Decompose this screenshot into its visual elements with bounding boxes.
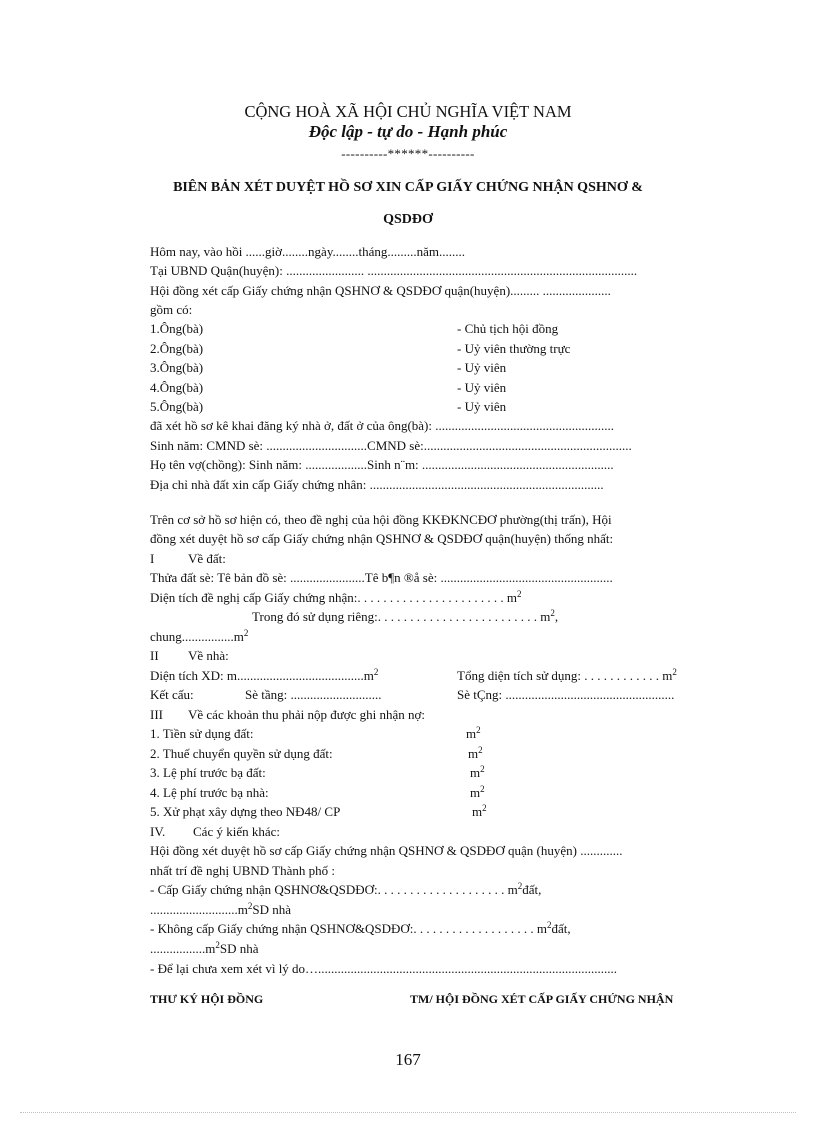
secretary-signature-label: THƯ KÝ HỘI ĐỒNG <box>150 992 264 1006</box>
payment-item-5: 5. Xử phạt xây dựng theo NĐ48/ CP <box>150 804 341 819</box>
member-4-role: - Uỷ viên <box>457 380 507 395</box>
address-line: Địa chỉ nhà đất xin cấp Giấy chứng nhân: ........................................................................ <box>150 477 604 492</box>
parcel-line: Thửa đất sè: Tê bản đồ sè: .......................Tê b¶n ®å sè: ..................................................... <box>150 570 613 585</box>
deny-house-area-line: $.................m^2SD$ nhà <box>150 940 259 956</box>
member-3-name: 3.Ông(bà) <box>150 360 204 375</box>
motto: Độc lập - tự do - Hạnh phúc <box>308 122 508 141</box>
member-5-role: - Uỷ viên <box>457 399 507 414</box>
payment-item-4-unit: $m^2$ <box>470 784 485 800</box>
payment-item-4: 4. Lệ phí trước bạ nhà: <box>150 785 269 800</box>
payments-roman: III <box>150 707 163 722</box>
payment-item-1: 1. Tiền sử dụng đất: <box>150 726 254 741</box>
header-divider: ----------******---------- <box>341 146 475 161</box>
country-heading: CỘNG HOÀ XÃ HỘI CHỦ NGHĨA VIỆT NAM <box>244 102 572 121</box>
birth-id-line: Sinh năm: CMND sè: ...............................CMND sè:................................................................ <box>150 438 632 453</box>
total-floor-area: Tổng diện tích sử dụng: . . . . . . . . . . . . $m^2$ <box>457 667 677 683</box>
structure-label: Kết cấu: <box>150 687 194 702</box>
floors-field: Sè tầng: ............................ <box>245 687 382 702</box>
member-4-name: 4.Ông(bà) <box>150 380 204 395</box>
document-title-line1: BIÊN BẢN XÉT DUYỆT HỒ SƠ XIN CẤP GIẤY CHỨNG NHẬN QSHNƠ & <box>173 180 643 195</box>
private-use-line: Trong đó sử dụng riêng:. . . . . . . . . . . . . . . . . . . . . . . . . $m^2$, <box>252 608 559 624</box>
members-intro: gồm có: <box>150 302 193 317</box>
deny-certificate-line: - Không cấp Giấy chứng nhận QSHNƠ&QSDĐƠ:. . . . . . . . . . . . . . . . . . . $m^2đất$, <box>150 920 571 936</box>
spouse-line: Họ tên vợ(chồng): Sinh năm: ...................Sinh n¨m: ........................................................... <box>150 457 614 472</box>
grant-certificate-line: - Cấp Giấy chứng nhận QSHNƠ&QSDĐƠ:. . . . . . . . . . . . . . . . . . . . $m^2đất$, <box>150 881 542 897</box>
land-roman: I <box>150 551 155 566</box>
opinions-heading: Các ý kiến khác: <box>193 824 280 839</box>
council-opinion-line: Hội đồng xét duyệt hồ sơ cấp Giấy chứng nhận QSHNƠ & QSDĐƠ quận (huyện) ............. <box>150 843 623 858</box>
member-1-name: 1.Ông(bà) <box>150 321 204 336</box>
council-line: Hội đồng xét cấp Giấy chứng nhận QSHNƠ & QSDĐƠ quận(huyện)......... ..................... <box>150 283 611 298</box>
payments-heading: Về các khoản thu phải nộp được ghi nhận nợ: <box>188 707 426 722</box>
council-signature-label: TM/ HỘI ĐỒNG XÉT CẤP GIẤY CHỨNG NHẬN <box>410 992 674 1006</box>
shared-use-line: $chung................m^2$ <box>150 628 249 644</box>
opinions-roman: IV. <box>150 824 166 839</box>
member-1-role: - Chủ tịch hội đồng <box>457 321 559 336</box>
building-area: Diện tích XD: $m.......................................m^2$ <box>150 667 379 683</box>
payment-item-1-unit: $m^2$ <box>466 725 481 741</box>
payment-item-3: 3. Lệ phí trước bạ đất: <box>150 765 266 780</box>
house-roman: II <box>150 648 159 663</box>
member-5-name: 5.Ông(bà) <box>150 399 204 414</box>
meeting-place-line: Tại UBND Quận(huyện): ........................ ................................................................................... <box>150 263 638 278</box>
payment-item-2-unit: $m^2$ <box>468 745 483 761</box>
member-3-role: - Uỷ viên <box>457 360 507 375</box>
basis-line-1: Trên cơ sở hồ sơ hiện có, theo đề nghị của hội đồng KKĐKNCĐƠ phường(thị trấn), Hội <box>150 512 612 527</box>
land-heading: Về đất: <box>188 551 226 566</box>
payment-item-5-unit: $m^2$ <box>472 803 487 819</box>
meeting-time-line: Hôm nay, vào hồi ......giờ........ngày........tháng.........năm........ <box>150 244 465 259</box>
grant-house-area-line: $...........................m^2SD$ nhà <box>150 901 292 917</box>
house-heading: Về nhà: <box>188 648 229 663</box>
basis-line-2: đồng xét duyệt hồ sơ cấp Giấy chứng nhận QSHNƠ & QSDĐƠ quận(huyện) thống nhất: <box>150 531 614 546</box>
proposed-area-line: Diện tích đề nghị cấp Giấy chứng nhận:. . . . . . . . . . . . . . . . . . . . . . . $m^2$ <box>150 589 522 605</box>
document-title-line2: QSDĐƠ <box>383 212 433 227</box>
payment-item-2: 2. Thuế chuyển quyền sử dụng đất: <box>150 746 333 761</box>
applicant-line: đã xét hồ sơ kê khai đăng ký nhà ở, đất ở của ông(bà): ....................................................... <box>150 418 614 433</box>
floors-field-2: Sè tÇng: .................................................... <box>457 687 675 702</box>
proposal-line: nhất trí đề nghị UBND Thành phố : <box>150 863 335 878</box>
member-2-role: - Uỷ viên thường trực <box>457 341 571 356</box>
page-number: 167 <box>395 1050 421 1069</box>
page-bottom-edge <box>20 1112 796 1113</box>
member-2-name: 2.Ông(bà) <box>150 341 204 356</box>
deferred-line: - Để lại chưa xem xét vì lý do…............................................................................................ <box>150 961 618 976</box>
payment-item-3-unit: $m^2$ <box>470 764 485 780</box>
